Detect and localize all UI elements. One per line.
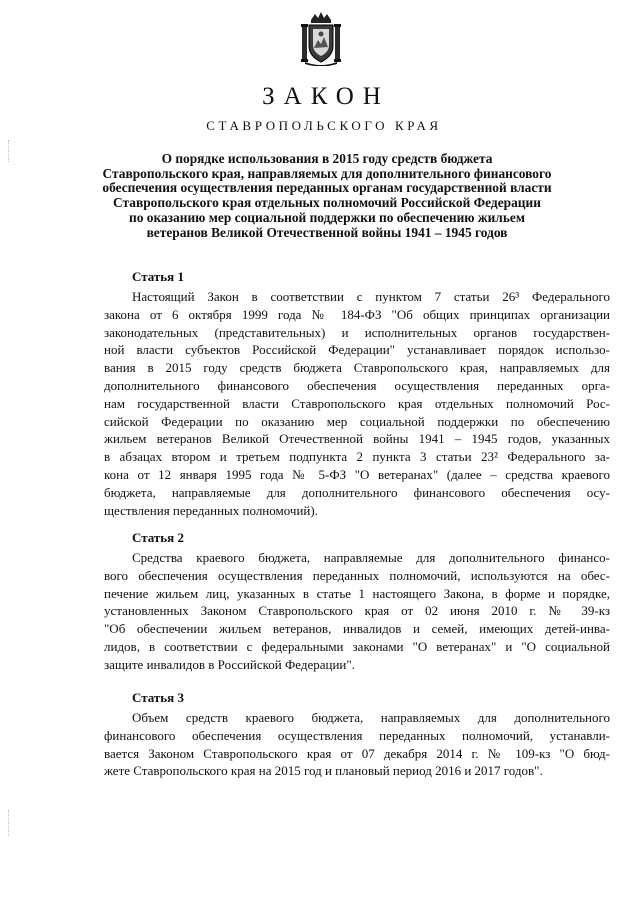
paragraph-line: законодательных (представительных) и исполнительных органов государствен- [104,324,610,340]
paragraph-line: жильем ветеранов Великой Отечественной войны 1941 – 1945 годов, указанных [104,431,610,447]
article-title: Статья 3 [132,690,184,705]
article-3 [104,690,610,780]
article-title: Статья 2 [132,530,184,545]
paragraph-line: жете Ставропольского края на 2015 год и плановый период 2016 и 2017 годов". [104,763,543,779]
scan-margin-mark [8,140,11,162]
paragraph-line: "Об обеспечении жильем ветеранов, инвалидов и семей, имеющих детей-инва- [104,621,610,637]
paragraph-line: Объем средств краевого бюджета, направляемых для дополнительного [132,710,610,725]
article-title: Статья 1 [132,269,184,284]
document-title: ЗАКОН [262,83,390,110]
law-heading [92,152,562,240]
heading-line: О порядке использования в 2015 году средств бюджета [161,151,493,166]
paragraph-line: защите инвалидов в Российской Федерации". [104,656,355,672]
scan-margin-mark [8,810,11,836]
heading-line: Ставропольского края, направляемых для дополнительного финансового [102,165,552,181]
paragraph-line: нам государственной власти Ставропольского края отдельных полномочий Рос- [104,395,610,411]
paragraph-line: закона от 6 октября 1999 года № 184-ФЗ "Об общих принципах организации [104,306,610,322]
article-2 [104,530,610,674]
paragraph-line: сийской Федерации по оказанию мер социальной поддержки по обеспечению [104,413,610,429]
paragraph-line: вания в 2015 году средств бюджета Ставропольского края, направляемых для [104,360,610,376]
paragraph-line: ной власти субъектов Российской Федерации" устанавливает порядок использо- [104,342,610,358]
heading-line: обеспечения осуществления переданных органам государственной власти [102,180,552,196]
heading-line: ветеранов Великой Отечественной войны 1941 – 1945 годов [146,224,508,240]
document-subtitle: СТАВРОПОЛЬСКОГО КРАЯ [206,118,442,133]
article-body [104,288,610,519]
article-1 [104,269,610,519]
paragraph-line: установленных Законом Ставропольского края от 02 июня 2010 г. № 39-кз [104,603,610,619]
paragraph-line: ществления переданных полномочий). [104,502,318,518]
coat-of-arms-emblem [299,10,343,66]
paragraph-line: бюджета, направляемые для дополнительного финансового обеспечения осу- [104,484,610,500]
paragraph-line: Настоящий Закон в соответствии с пунктом 7 статьи 26³ Федерального [132,289,610,304]
paragraph-line: вается Законом Ставропольского края от 07 декабря 2014 г. № 109-кз "О бюд- [104,745,610,761]
paragraph-line: в абзацах втором и третьем подпункта 2 пункта 3 статьи 23² Федерального за- [104,449,610,465]
paragraph-line: дополнительного финансового обеспечения осуществления переданных орга- [104,377,610,393]
article-body [104,549,610,674]
paragraph-line: кона от 12 января 1995 года № 5-ФЗ "О ветеранах" (далее – средства краевого [104,466,610,482]
paragraph-line: печение жильем лиц, указанных в статье 1 настоящего Закона, в форме и порядке, [104,585,610,601]
paragraph-line: вого обеспечения осуществления переданных полномочий, используются на обес- [104,567,610,583]
heading-line: Ставропольского края отдельных полномочий Российской Федерации [113,195,541,211]
article-body [104,709,610,780]
paragraph-line: Средства краевого бюджета, направляемые для дополнительного финансо- [132,550,610,565]
paragraph-line: лидов, в соответствии с федеральными законами "О ветеранах" и "О социальной [104,638,610,654]
paragraph-line: финансового обеспечения осуществления переданных полномочий, устанавли- [104,727,610,743]
heading-line: по оказанию мер социальной поддержки по обеспечению жильем [129,209,525,225]
